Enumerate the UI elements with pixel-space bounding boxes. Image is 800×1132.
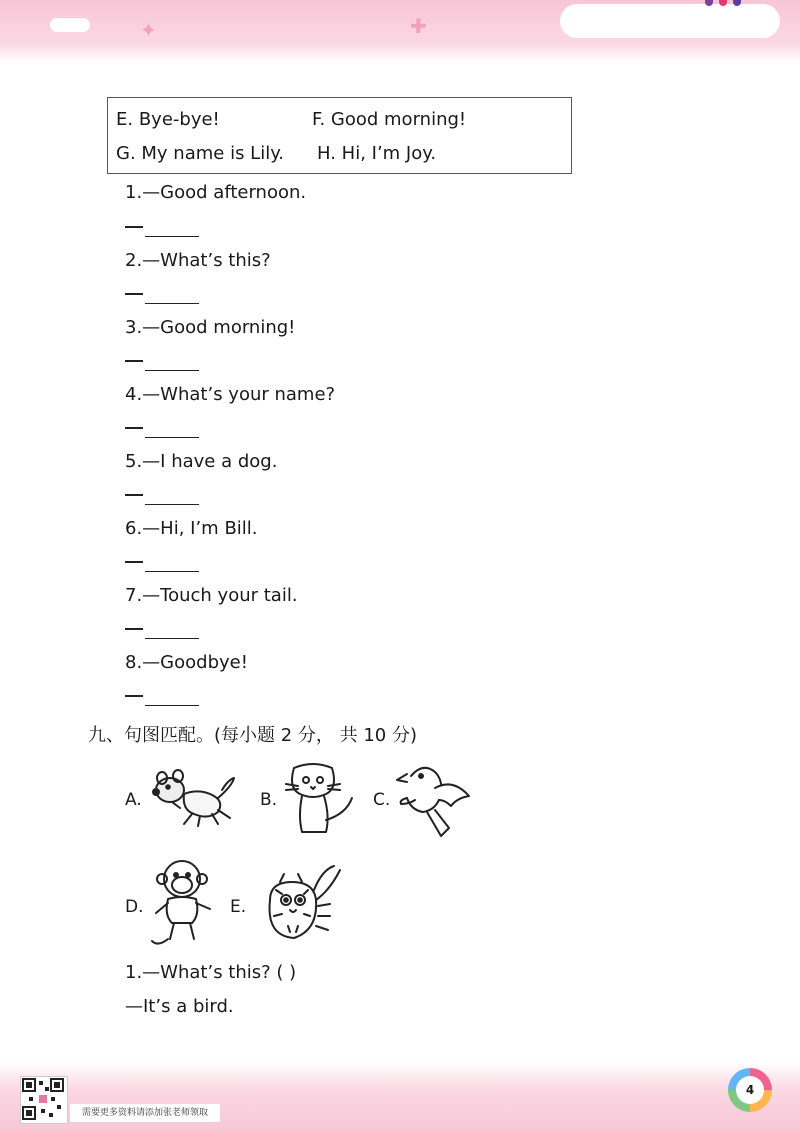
picture-label-d: D.: [125, 897, 144, 917]
picture-label-a: A.: [125, 790, 142, 810]
footer-note: 需要更多资料请添加张老师领取: [70, 1104, 220, 1122]
top-banner: [0, 0, 800, 62]
question-8: 8.—Goodbye!: [125, 652, 248, 673]
section-9-question-1: 1.—What’s this? ( ): [125, 962, 297, 983]
option-f: F. Good morning!: [312, 109, 467, 130]
monkey-icon: [148, 855, 220, 951]
color-sticks-decoration: [705, 0, 745, 6]
bird-icon: [393, 760, 477, 840]
answer-blank-4[interactable]: [125, 427, 199, 447]
section-9-title: 九、句图匹配。(每小题 2 分， 共 10 分): [88, 725, 418, 746]
page-number: 4: [736, 1076, 764, 1104]
cloud-decoration: [50, 18, 90, 32]
question-5: 5.—I have a dog.: [125, 451, 278, 472]
dog-icon: [148, 768, 240, 830]
answer-options-box: [107, 97, 572, 174]
option-g: G. My name is Lily.: [116, 143, 285, 164]
answer-blank-5[interactable]: [125, 494, 199, 514]
picture-label-c: C.: [373, 790, 391, 810]
section-9-answer-1: —It’s a bird.: [125, 996, 234, 1017]
answer-blank-1[interactable]: [125, 226, 199, 246]
option-e: E. Bye-bye!: [116, 109, 220, 130]
picture-label-e: E.: [230, 897, 247, 917]
answer-blank-3[interactable]: [125, 360, 199, 380]
question-6: 6.—Hi, I’m Bill.: [125, 518, 258, 539]
banner-blank-area: [560, 4, 780, 38]
answer-blank-8[interactable]: [125, 695, 199, 715]
question-7: 7.—Touch your tail.: [125, 585, 298, 606]
picture-label-b: B.: [260, 790, 278, 810]
question-4: 4.—What’s your name?: [125, 384, 336, 405]
cat-icon: [280, 758, 360, 838]
answer-blank-6[interactable]: [125, 561, 199, 581]
answer-blank-2[interactable]: [125, 293, 199, 313]
option-h: H. Hi, I’m Joy.: [317, 143, 437, 164]
page-number-badge: [728, 1068, 772, 1112]
answer-blank-7[interactable]: [125, 628, 199, 648]
tiger-icon: [258, 860, 346, 948]
question-1: 1.—Good afternoon.: [125, 182, 307, 203]
sparkle-icon: ✦: [140, 18, 157, 42]
question-3: 3.—Good morning!: [125, 317, 296, 338]
question-2: 2.—What’s this?: [125, 250, 271, 271]
sparkle-icon: ✚: [410, 14, 427, 38]
qr-code-icon: [20, 1076, 68, 1124]
